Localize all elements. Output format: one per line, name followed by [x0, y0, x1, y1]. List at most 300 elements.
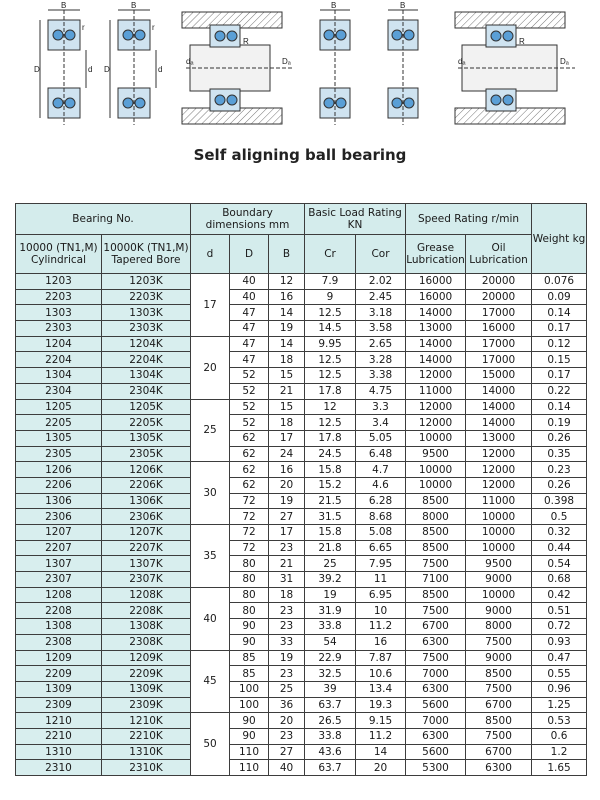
width-cell: 16 [269, 462, 305, 478]
grease-speed-cell: 8500 [406, 587, 466, 603]
grease-speed-cell: 16000 [406, 289, 466, 305]
oil-speed-cell: 10000 [466, 525, 532, 541]
width-cell: 12 [269, 274, 305, 290]
oil-speed-cell: 16000 [466, 321, 532, 337]
oil-speed-cell: 12000 [466, 446, 532, 462]
bore-d-cell: 40 [191, 587, 230, 650]
table-row [16, 760, 587, 776]
cor-cell: 3.18 [356, 305, 406, 321]
outer-d-cell: 52 [230, 399, 269, 415]
cr-cell: 12.5 [305, 352, 356, 368]
grease-speed-cell: 16000 [406, 274, 466, 290]
bearing-no-cell: 1307 [16, 556, 102, 572]
cor-cell: 8.68 [356, 509, 406, 525]
bearing-no-cell: 1310 [16, 744, 102, 760]
bearing-no-cell: 2305 [16, 446, 102, 462]
bearing-no-cell: 2309 [16, 697, 102, 713]
label-shaft: dₐ [186, 57, 194, 66]
outer-d-cell: 40 [230, 289, 269, 305]
drawing-sleeve [320, 10, 350, 125]
tapered-no-cell: 2206K [102, 477, 191, 493]
grease-speed-cell: 7500 [406, 556, 466, 572]
tapered-no-cell: 1204K [102, 336, 191, 352]
outer-d-cell: 52 [230, 368, 269, 384]
label-bore-d: d [88, 65, 93, 74]
table-row [16, 650, 587, 666]
cr-cell: 12 [305, 399, 356, 415]
cr-cell: 15.8 [305, 525, 356, 541]
bore-d-cell: 25 [191, 399, 230, 462]
cr-cell: 33.8 [305, 619, 356, 635]
drawing-adapter-mount [455, 12, 575, 124]
outer-d-cell: 85 [230, 650, 269, 666]
bearing-drawings [0, 0, 600, 130]
outer-d-cell: 62 [230, 462, 269, 478]
page-title: Self aligning ball bearing [193, 146, 407, 164]
cr-cell: 12.5 [305, 305, 356, 321]
bearing-no-cell: 1304 [16, 368, 102, 384]
tapered-no-cell: 1303K [102, 305, 191, 321]
cor-cell: 4.6 [356, 477, 406, 493]
bearing-no-cell: 2308 [16, 634, 102, 650]
cor-cell: 16 [356, 634, 406, 650]
outer-d-cell: 72 [230, 525, 269, 541]
weight-cell: 0.14 [532, 305, 587, 321]
oil-speed-cell: 10000 [466, 509, 532, 525]
grease-header: Grease Lubrication [406, 235, 466, 274]
table-row [16, 587, 587, 603]
cor-cell: 14 [356, 744, 406, 760]
tapered-no-cell: 2303K [102, 321, 191, 337]
boundary-header: Boundary dimensions mm [191, 204, 305, 235]
weight-cell: 0.17 [532, 368, 587, 384]
width-cell: 23 [269, 728, 305, 744]
cr-cell: 15.2 [305, 477, 356, 493]
cr-header: Cr [305, 235, 356, 274]
width-cell: 14 [269, 305, 305, 321]
cr-cell: 63.7 [305, 760, 356, 776]
outer-d-cell: 52 [230, 383, 269, 399]
outer-d-cell: 62 [230, 446, 269, 462]
cr-cell: 15.8 [305, 462, 356, 478]
label-bore-d-2: d [158, 65, 163, 74]
tapered-no-cell: 1208K [102, 587, 191, 603]
outer-d-cell: 100 [230, 681, 269, 697]
cor-cell: 19.3 [356, 697, 406, 713]
tapered-no-cell: 2209K [102, 666, 191, 682]
width-cell: 20 [269, 713, 305, 729]
oil-speed-cell: 9000 [466, 572, 532, 588]
weight-cell: 0.55 [532, 666, 587, 682]
tapered-no-cell: 2210K [102, 728, 191, 744]
cr-cell: 39 [305, 681, 356, 697]
width-cell: 27 [269, 509, 305, 525]
bearing-no-cell: 2204 [16, 352, 102, 368]
grease-speed-cell: 6300 [406, 728, 466, 744]
cr-cell: 12.5 [305, 368, 356, 384]
width-cell: 17 [269, 430, 305, 446]
cr-cell: 43.6 [305, 744, 356, 760]
table-row [16, 556, 587, 572]
table-row [16, 713, 587, 729]
cor-cell: 7.95 [356, 556, 406, 572]
oil-speed-cell: 13000 [466, 430, 532, 446]
weight-cell: 0.54 [532, 556, 587, 572]
grease-speed-cell: 7100 [406, 572, 466, 588]
weight-cell: 0.53 [532, 713, 587, 729]
table-row [16, 634, 587, 650]
tapered-no-cell: 1308K [102, 619, 191, 635]
outer-d-cell: 90 [230, 619, 269, 635]
label-fillet: R [243, 37, 249, 46]
oil-speed-cell: 20000 [466, 274, 532, 290]
outer-d-cell: 90 [230, 634, 269, 650]
width-cell: 18 [269, 352, 305, 368]
oil-speed-cell: 14000 [466, 399, 532, 415]
weight-cell: 0.12 [532, 336, 587, 352]
bearing-no-cell: 1305 [16, 430, 102, 446]
label-b-4: B [400, 1, 406, 10]
cr-cell: 25 [305, 556, 356, 572]
cr-cell: 26.5 [305, 713, 356, 729]
table-row [16, 477, 587, 493]
label-outer-d-2: D [104, 65, 110, 74]
width-cell: 27 [269, 744, 305, 760]
grease-speed-cell: 7000 [406, 666, 466, 682]
weight-cell: 0.32 [532, 525, 587, 541]
tapered-header: 10000K (TN1,M) Tapered Bore [102, 235, 191, 274]
cr-cell: 7.9 [305, 274, 356, 290]
cor-cell: 6.28 [356, 493, 406, 509]
width-cell: 36 [269, 697, 305, 713]
grease-speed-cell: 10000 [406, 477, 466, 493]
oil-speed-cell: 7500 [466, 634, 532, 650]
bearing-no-cell: 1205 [16, 399, 102, 415]
tapered-no-cell: 1209K [102, 650, 191, 666]
width-cell: 33 [269, 634, 305, 650]
cor-cell: 2.65 [356, 336, 406, 352]
drawing-tapered [110, 10, 156, 125]
d-header: d [191, 235, 230, 274]
width-cell: 19 [269, 650, 305, 666]
cor-cell: 6.95 [356, 587, 406, 603]
oil-speed-cell: 17000 [466, 336, 532, 352]
bearing-no-cell: 1306 [16, 493, 102, 509]
table-row [16, 572, 587, 588]
weight-header: Weight kg [532, 204, 587, 274]
bearing-no-cell: 2304 [16, 383, 102, 399]
table-row [16, 493, 587, 509]
bearing-spec-table [15, 203, 587, 776]
weight-cell: 0.6 [532, 728, 587, 744]
oil-speed-cell: 9500 [466, 556, 532, 572]
oil-speed-cell: 8500 [466, 666, 532, 682]
oil-speed-cell: 8000 [466, 619, 532, 635]
grease-speed-cell: 5600 [406, 697, 466, 713]
table-row [16, 525, 587, 541]
weight-cell: 0.96 [532, 681, 587, 697]
width-cell: 23 [269, 666, 305, 682]
cor-cell: 9.15 [356, 713, 406, 729]
grease-speed-cell: 8500 [406, 525, 466, 541]
grease-speed-cell: 14000 [406, 352, 466, 368]
tapered-no-cell: 1203K [102, 274, 191, 290]
cr-cell: 31.5 [305, 509, 356, 525]
grease-speed-cell: 7500 [406, 603, 466, 619]
weight-cell: 0.42 [532, 587, 587, 603]
weight-cell: 0.19 [532, 415, 587, 431]
cor-cell: 3.38 [356, 368, 406, 384]
outer-d-cell: 110 [230, 760, 269, 776]
cor-cell: 10 [356, 603, 406, 619]
label-fillet-2: R [519, 37, 525, 46]
outer-d-cell: 47 [230, 336, 269, 352]
oil-speed-cell: 8500 [466, 713, 532, 729]
cor-cell: 2.02 [356, 274, 406, 290]
outer-d-cell: 72 [230, 493, 269, 509]
bearing-no-cell: 2310 [16, 760, 102, 776]
b-header: B [269, 235, 305, 274]
table-row [16, 446, 587, 462]
drawing-cylindrical [40, 10, 86, 125]
cor-cell: 3.58 [356, 321, 406, 337]
oil-speed-cell: 14000 [466, 383, 532, 399]
cor-cell: 4.75 [356, 383, 406, 399]
bearing-no-cell: 1204 [16, 336, 102, 352]
bearing-no-cell: 1208 [16, 587, 102, 603]
cr-cell: 9 [305, 289, 356, 305]
width-cell: 18 [269, 415, 305, 431]
cr-cell: 39.2 [305, 572, 356, 588]
label-b-3: B [331, 1, 337, 10]
cr-cell: 21.8 [305, 540, 356, 556]
label-outer-d: D [34, 65, 40, 74]
bearing-cross-sections [0, 0, 600, 130]
outer-d-cell: 110 [230, 744, 269, 760]
outer-d-cell: 47 [230, 352, 269, 368]
cr-cell: 19 [305, 587, 356, 603]
width-cell: 21 [269, 383, 305, 399]
bearing-no-cell: 2210 [16, 728, 102, 744]
weight-cell: 0.23 [532, 462, 587, 478]
oil-speed-cell: 6700 [466, 744, 532, 760]
outer-d-cell: 62 [230, 430, 269, 446]
bearing-no-cell: 1308 [16, 619, 102, 635]
outer-d-cell: 47 [230, 305, 269, 321]
weight-cell: 0.15 [532, 352, 587, 368]
table-row [16, 603, 587, 619]
tapered-no-cell: 2305K [102, 446, 191, 462]
cr-cell: 32.5 [305, 666, 356, 682]
table-row [16, 728, 587, 744]
tapered-no-cell: 1305K [102, 430, 191, 446]
cr-cell: 22.9 [305, 650, 356, 666]
table-row [16, 509, 587, 525]
outer-d-cell: 52 [230, 415, 269, 431]
label-b: B [61, 1, 67, 10]
weight-cell: 0.5 [532, 509, 587, 525]
tapered-no-cell: 1205K [102, 399, 191, 415]
outer-d-cell: 72 [230, 509, 269, 525]
cor-header: Cor [356, 235, 406, 274]
cor-cell: 3.4 [356, 415, 406, 431]
oil-speed-cell: 6300 [466, 760, 532, 776]
tapered-no-cell: 1210K [102, 713, 191, 729]
tapered-no-cell: 1309K [102, 681, 191, 697]
bore-d-cell: 30 [191, 462, 230, 525]
bearing-no-cell: 1207 [16, 525, 102, 541]
cor-cell: 5.05 [356, 430, 406, 446]
tapered-no-cell: 2310K [102, 760, 191, 776]
weight-cell: 0.26 [532, 477, 587, 493]
outer-d-header: D [230, 235, 269, 274]
cor-cell: 4.7 [356, 462, 406, 478]
cr-cell: 14.5 [305, 321, 356, 337]
outer-d-cell: 90 [230, 728, 269, 744]
width-cell: 16 [269, 289, 305, 305]
table-row [16, 540, 587, 556]
outer-d-cell: 62 [230, 477, 269, 493]
tapered-no-cell: 1207K [102, 525, 191, 541]
cor-cell: 2.45 [356, 289, 406, 305]
weight-cell: 0.26 [532, 430, 587, 446]
cr-cell: 63.7 [305, 697, 356, 713]
table-row [16, 274, 587, 290]
table-row [16, 744, 587, 760]
grease-speed-cell: 8500 [406, 493, 466, 509]
cor-cell: 11.2 [356, 728, 406, 744]
weight-cell: 0.93 [532, 634, 587, 650]
table-row [16, 368, 587, 384]
weight-cell: 0.47 [532, 650, 587, 666]
grease-speed-cell: 13000 [406, 321, 466, 337]
bearing-no-cell: 2209 [16, 666, 102, 682]
grease-speed-cell: 5600 [406, 744, 466, 760]
tapered-no-cell: 2205K [102, 415, 191, 431]
width-cell: 19 [269, 493, 305, 509]
cylindrical-header: 10000 (TN1,M) Cylindrical [16, 235, 102, 274]
oil-speed-cell: 7500 [466, 728, 532, 744]
label-r-2: r [152, 23, 155, 32]
width-cell: 24 [269, 446, 305, 462]
cr-cell: 24.5 [305, 446, 356, 462]
width-cell: 23 [269, 540, 305, 556]
grease-speed-cell: 14000 [406, 336, 466, 352]
oil-speed-cell: 20000 [466, 289, 532, 305]
tapered-no-cell: 2304K [102, 383, 191, 399]
bearing-no-cell: 2207 [16, 540, 102, 556]
grease-speed-cell: 12000 [406, 399, 466, 415]
cor-cell: 13.4 [356, 681, 406, 697]
grease-speed-cell: 10000 [406, 430, 466, 446]
width-cell: 14 [269, 336, 305, 352]
weight-cell: 1.2 [532, 744, 587, 760]
weight-cell: 0.398 [532, 493, 587, 509]
outer-d-cell: 100 [230, 697, 269, 713]
tapered-no-cell: 1307K [102, 556, 191, 572]
table-row [16, 430, 587, 446]
bearing-no-cell: 1309 [16, 681, 102, 697]
cr-cell: 54 [305, 634, 356, 650]
grease-speed-cell: 11000 [406, 383, 466, 399]
oil-speed-cell: 6700 [466, 697, 532, 713]
tapered-no-cell: 2208K [102, 603, 191, 619]
label-housing-2: Dₐ [560, 57, 569, 66]
grease-speed-cell: 10000 [406, 462, 466, 478]
outer-d-cell: 40 [230, 274, 269, 290]
table-row [16, 383, 587, 399]
cor-cell: 7.87 [356, 650, 406, 666]
oil-speed-cell: 9000 [466, 603, 532, 619]
table-row [16, 681, 587, 697]
oil-speed-cell: 17000 [466, 305, 532, 321]
table-row [16, 399, 587, 415]
width-cell: 31 [269, 572, 305, 588]
table-row [16, 352, 587, 368]
weight-cell: 0.44 [532, 540, 587, 556]
bore-d-cell: 45 [191, 650, 230, 713]
table-row [16, 321, 587, 337]
speed-rating-header: Speed Rating r/min [406, 204, 532, 235]
grease-speed-cell: 8500 [406, 540, 466, 556]
outer-d-cell: 85 [230, 666, 269, 682]
grease-speed-cell: 7000 [406, 713, 466, 729]
table-row [16, 619, 587, 635]
width-cell: 17 [269, 525, 305, 541]
cor-cell: 11.2 [356, 619, 406, 635]
cor-cell: 6.48 [356, 446, 406, 462]
cor-cell: 3.28 [356, 352, 406, 368]
oil-header: Oil Lubrication [466, 235, 532, 274]
bearing-no-cell: 1203 [16, 274, 102, 290]
grease-speed-cell: 6700 [406, 619, 466, 635]
tapered-no-cell: 2203K [102, 289, 191, 305]
cr-cell: 9.95 [305, 336, 356, 352]
oil-speed-cell: 10000 [466, 540, 532, 556]
bore-d-cell: 20 [191, 336, 230, 399]
width-cell: 15 [269, 368, 305, 384]
width-cell: 40 [269, 760, 305, 776]
weight-cell: 0.35 [532, 446, 587, 462]
cor-cell: 20 [356, 760, 406, 776]
weight-cell: 0.72 [532, 619, 587, 635]
cr-cell: 33.8 [305, 728, 356, 744]
grease-speed-cell: 12000 [406, 415, 466, 431]
label-shaft-2: dₐ [458, 57, 466, 66]
cor-cell: 11 [356, 572, 406, 588]
weight-cell: 1.25 [532, 697, 587, 713]
bearing-no-cell: 1303 [16, 305, 102, 321]
table-row [16, 305, 587, 321]
tapered-no-cell: 2308K [102, 634, 191, 650]
cor-cell: 5.08 [356, 525, 406, 541]
label-r: r [82, 23, 85, 32]
outer-d-cell: 80 [230, 603, 269, 619]
grease-speed-cell: 6300 [406, 634, 466, 650]
table-row [16, 666, 587, 682]
weight-cell: 0.22 [532, 383, 587, 399]
table-row [16, 462, 587, 478]
tapered-no-cell: 1310K [102, 744, 191, 760]
width-cell: 23 [269, 619, 305, 635]
tapered-no-cell: 1304K [102, 368, 191, 384]
cr-cell: 21.5 [305, 493, 356, 509]
weight-cell: 0.09 [532, 289, 587, 305]
table-row [16, 289, 587, 305]
load-rating-header: Basic Load Rating KN [305, 204, 406, 235]
bearing-no-cell: 1210 [16, 713, 102, 729]
grease-speed-cell: 12000 [406, 368, 466, 384]
